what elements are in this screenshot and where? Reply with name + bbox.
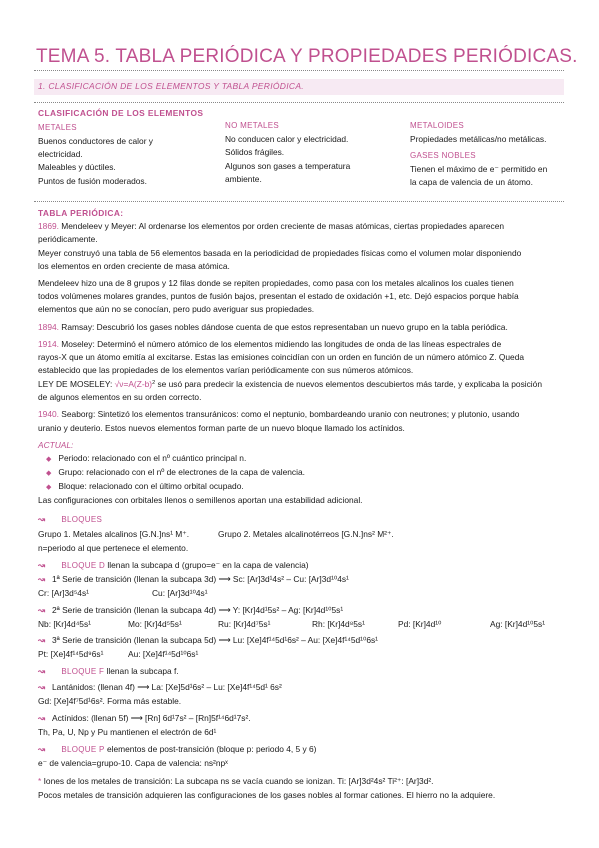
metales-line: Buenos conductores de calor y [38, 136, 153, 146]
arrow-icon: ↝ [38, 635, 46, 645]
metaloides-label: METALOIDES [410, 121, 464, 130]
clasificacion-heading: CLASIFICACIÓN DE LOS ELEMENTOS [38, 108, 204, 118]
paragraph-line: de algunos elementos en su orden correcto. [38, 392, 202, 402]
no-metales-line: Sólidos frágiles. [225, 147, 285, 157]
serie-3 [38, 634, 378, 647]
arrow-icon: ↝ [38, 574, 46, 584]
arrow-icon: ↝ [38, 560, 46, 570]
no-metales-line: Algunos son gases a temperatura [225, 161, 351, 171]
list-item-text: Grupo: relacionado con el nº de electrones de la capa de valencia. [58, 467, 305, 477]
bloques-label: BLOQUES [61, 515, 103, 524]
section-header-bar [34, 79, 564, 95]
title-divider [34, 70, 564, 71]
example-config: Mo: [Kr]4d⁵5s¹ [128, 619, 182, 629]
list-item-text: Bloque: relacionado con el último orbital ocupado. [58, 481, 244, 491]
bloque-d [38, 559, 309, 572]
metales-line: Puntos de fusión moderados. [38, 176, 147, 186]
paragraph-line: rayos-X que un átomo emitía al excitarse. Estas las emisiones coincidían con un orden en función de un número atómico Z. Queda [38, 352, 525, 362]
lantanidos-text: Lantánidos: (llenan 4f) ⟶ La: [Xe]5d¹6s² – Lu: [Xe]4f¹⁴5d¹ 6s² [52, 682, 282, 692]
paragraph-1894 [38, 321, 508, 334]
paragraph-1940 [38, 408, 519, 421]
arrow-icon: ↝ [38, 605, 46, 615]
lantanidos [38, 681, 282, 694]
arrow-icon: ↝ [38, 744, 46, 754]
ley-label: LEY DE MOSELEY: [38, 379, 115, 389]
actinidos-text: Actínidos: (llenan 5f) ⟶ [Rn] 6d¹7s² – [Rn]5f¹⁴6d¹7s². [52, 713, 251, 723]
paragraph-line: Pocos metales de transición adquieren las configuraciones de los gases nobles al formar cationes. El hierro no la adquiere. [38, 790, 496, 800]
arrow-icon: ↝ [38, 713, 46, 723]
clasificacion-divider [34, 201, 564, 202]
list-item [46, 466, 305, 480]
no-metales-label: NO METALES [225, 121, 279, 130]
bloque-f [38, 665, 179, 678]
example-config: Rh: [Kr]4d⁸5s¹ [312, 619, 365, 629]
bloque-f-label: BLOQUE F [61, 667, 105, 676]
example-config: Ag: [Kr]4d¹⁰5s¹ [490, 619, 546, 629]
paragraph-text: se usó para predecir la existencia de nuevos elementos descubiertos más tarde, y explicaba la posición [155, 379, 542, 389]
example-config: Au: [Xe]4f¹⁴5d¹⁰6s¹ [128, 649, 199, 659]
serie-3-text: 3ª Serie de transición (llenan la subcapa 5d) ⟶ Lu: [Xe]4f¹⁴5d¹6s² – Au: [Xe]4f¹⁴5d¹⁰6s¹ [52, 635, 378, 645]
serie-2-text: 2ª Serie de transición (llenan la subcapa 4d) ⟶ Y: [Kr]4d¹5s² – Ag: [Kr]4d¹⁰5s¹ [52, 605, 344, 615]
bloque-p-text: elementos de post-transición (bloque p: periodo 4, 5 y 6) [104, 744, 317, 754]
example-config: Pt: [Xe]4f¹⁴5d⁹6s¹ [38, 649, 104, 659]
arrow-icon: ↝ [38, 514, 46, 524]
year-1869: 1869. [38, 221, 59, 231]
note-text: Iones de los metales de transición: La subcapa ns se vacía cuando se ionizan. Ti: [Ar]3d²4s² Ti²⁺: [Ar]3d². [41, 776, 434, 786]
metaloides-line: Propiedades metálicas/no metálicas. [410, 134, 547, 144]
paragraph-text: Ramsay: Descubrió los gases nobles dándose cuenta de que estos representaban un nuevo grupo en la tabla periódica. [58, 322, 508, 332]
metales-line: electricidad. [38, 149, 83, 159]
example-config: Cu: [Ar]3d¹⁰4s¹ [152, 588, 208, 598]
paragraph-line: todos volúmenes molares grandes, puntos de fusión bajos, presentan el estado de oxidación +1, etc. Dejó espacios porque había [38, 291, 519, 301]
example-config: Nb: [Kr]4d⁴5s¹ [38, 619, 91, 629]
bloque-d-label: BLOQUE D [61, 561, 106, 570]
paragraph-1914 [38, 338, 501, 351]
paragraph-line: Las configuraciones con orbitales llenos o semillenos aportan una estabilidad adicional. [38, 495, 363, 505]
no-metales-line: No conducen calor y electricidad. [225, 134, 349, 144]
metales-line: Maleables y dúctiles. [38, 162, 116, 172]
actinidos [38, 712, 251, 725]
paragraph-line: elementos que aún no se conocían, pero pudo averiguar sus propiedades. [38, 304, 315, 314]
paragraph-text: Moseley: Determinó el número atómico de los elementos midiendo las longitudes de onda de las líneas espectrales de [58, 339, 502, 349]
tabla-heading: TABLA PERIÓDICA: [38, 208, 124, 218]
serie-2 [38, 604, 343, 617]
actual-label: ACTUAL: [38, 440, 74, 450]
bloque-f-text: llenan la subcapa f. [104, 666, 179, 676]
asterisk-icon: * [38, 776, 42, 786]
ley-moseley: LEY DE MOSELEY: $√\nu=A(Z-b)^2$ se usó para predecir la existencia de nuevos elementos descubiertos más tarde, y explicaba la posición [38, 379, 542, 389]
list-item [46, 452, 246, 466]
year-1940: 1940. [38, 409, 59, 419]
section-header: 1. CLASIFICACIÓN DE LOS ELEMENTOS Y TABLA PERIÓDICA. [38, 81, 304, 91]
ley-formula: √ν=A(Z-b) [114, 379, 153, 389]
grupo-2: Grupo 2. Metales alcalinotérreos [G.N.]ns² M²⁺. [218, 529, 394, 539]
paragraph-line: uranio y deuterio. Estos nuevos elementos forman parte de un nuevo bloque llamado los actínidos. [38, 423, 405, 433]
arrow-icon: ↝ [38, 682, 46, 692]
example-config: Ru: [Kr]4d⁷5s¹ [218, 619, 271, 629]
list-item-text: Periodo: relacionado con el nº cuántico principal n. [58, 453, 247, 463]
paragraph-line: e⁻ de valencia=grupo-10. Capa de valencia: ns²npˣ [38, 758, 228, 768]
paragraph-text: Mendeleev y Meyer: Al ordenarse los elementos por orden creciente de masas atómicas, ciertas propiedades aparecen [58, 221, 505, 231]
grupo-1: Grupo 1. Metales alcalinos [G.N.]ns¹ M⁺. [38, 529, 190, 539]
serie-1-text: 1ª Serie de transición (llenan la subcapa 3d) ⟶ Sc: [Ar]3d¹4s² – Cu: [Ar]3d¹⁰4s¹ [52, 574, 349, 584]
example-config: Cr: [Ar]3d⁵4s¹ [38, 588, 89, 598]
no-metales-line: ambiente. [225, 174, 262, 184]
metales-label: METALES [38, 123, 77, 132]
serie-1 [38, 573, 349, 586]
bloques-heading [38, 513, 102, 526]
year-1914: 1914. [38, 339, 59, 349]
gases-nobles-label: GASES NOBLES [410, 151, 476, 160]
paragraph-line: n=periodo al que pertenece el elemento. [38, 543, 189, 553]
bloque-d-text: llenan la subcapa d (grupo=e⁻ en la capa de valencia) [105, 560, 309, 570]
bullet-icon: ◆ [46, 470, 52, 477]
bullet-icon: ◆ [46, 484, 52, 491]
paragraph-line: Mendeleev hizo una de 8 grupos y 12 filas donde se repiten propiedades, como pasa con los metales alcalinos los cuales tienen [38, 278, 514, 288]
note [38, 775, 433, 788]
bullet-icon: ◆ [46, 456, 52, 463]
bloque-p [38, 743, 316, 756]
paragraph-line: establecido que las propiedades de los elementos varían periódicamente con sus números atómicos. [38, 365, 414, 375]
paragraph-line: Th, Pa, U, Np y Pu mantienen el electrón de 6d¹ [38, 727, 217, 737]
paragraph-line: Meyer construyó una tabla de 56 elementos basada en la periodicidad de propiedades físicas como el volumen molar disponiendo [38, 248, 522, 258]
page-title: TEMA 5. TABLA PERIÓDICA Y PROPIEDADES PERIÓDICAS. [36, 46, 578, 67]
paragraph-line: los elementos en orden creciente de masa atómica. [38, 261, 230, 271]
example-config: Pd: [Kr]4d¹⁰ [398, 619, 442, 629]
gases-nobles-line: la capa de valencia de un átomo. [410, 177, 533, 187]
gases-nobles-line: Tienen el máximo de e⁻ permitido en [410, 164, 548, 174]
year-1894: 1894. [38, 322, 59, 332]
list-item [46, 480, 244, 494]
bloque-p-label: BLOQUE P [61, 745, 105, 754]
paragraph-1869 [38, 220, 504, 233]
paragraph-text: Seaborg: Sintetizó los elementos transuránicos: como el neptunio, bombardeando uranio con neutrones; y plutonio, usando [58, 409, 520, 419]
section-divider [34, 102, 564, 103]
paragraph-line: Gd: [Xe]4f⁷5d¹6s². Forma más estable. [38, 696, 182, 706]
arrow-icon: ↝ [38, 666, 46, 676]
paragraph-line: periódicamente. [38, 234, 98, 244]
